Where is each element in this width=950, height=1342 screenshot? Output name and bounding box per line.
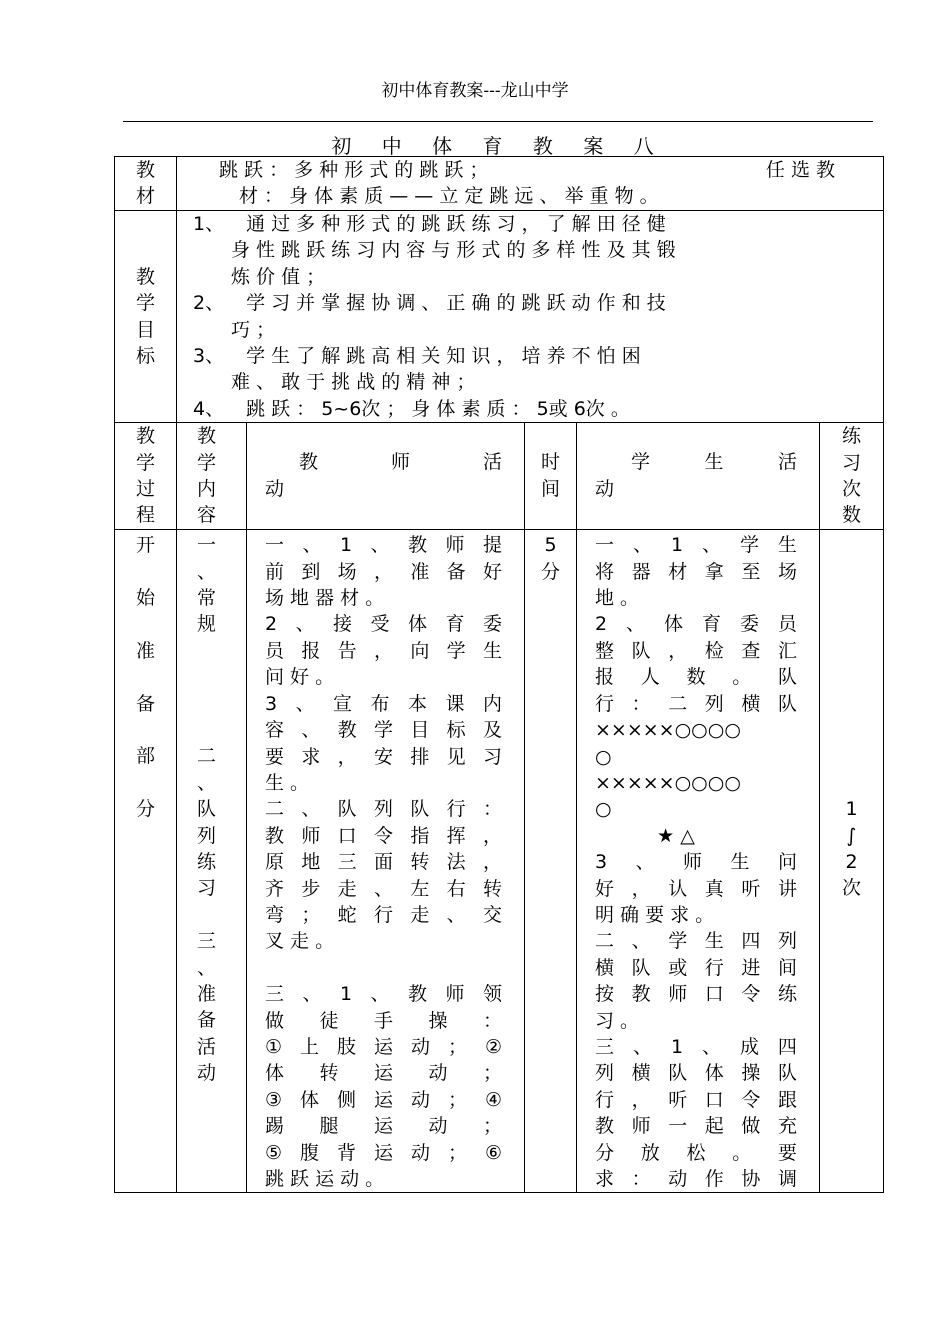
student-line: 一 、 1 、 学 生 [595,534,797,557]
teacher-line: 教 师 口 令 指 挥 ， [265,824,502,847]
label-line: 次 [842,478,862,501]
label-line: 容 [197,504,217,527]
count-line: 2 [845,851,858,874]
student-line: ×××××○○○○ [595,771,741,794]
time-header [525,423,577,530]
label-line: 内 [197,478,217,501]
phase-line [115,770,176,796]
phase-line [115,717,176,743]
teacher-line: 前 到 场 ， 准 备 好 [265,560,502,583]
count-line: 次 [842,877,862,900]
content-line: 二 [197,745,217,768]
teacher-line: 做 徒 手 操 ： [265,1009,502,1032]
content-line [197,638,246,664]
teacher-line: 三 、 1 、 教 师 领 [265,983,502,1006]
label-line: 学 [135,292,155,315]
label-line: 教 [135,425,155,448]
teacher-line [265,955,502,981]
phase-line [115,611,176,637]
objective-item [193,343,863,396]
objective-number: 3、 [193,345,225,368]
content-line: 列 [197,824,217,847]
student-line: 分 放 松 。 要 [595,1141,797,1164]
phase-line [115,559,176,585]
count-line: 1 [845,798,858,821]
phase-line: 分 [135,798,155,821]
process-header-row [115,423,884,530]
objective-text: 学 生 了 解 跳 高 相 关 知 识 ， 培 养 不 怕 困 [246,345,641,368]
content-line: 队 [197,798,217,821]
objective-number: 1、 [193,213,225,235]
student-line: 列 横 队 体 操 队 [595,1062,797,1085]
count-cell [820,530,884,1193]
label-line: 教 [135,159,155,181]
label-line: 标 [135,345,155,368]
header-char: 学 [631,451,651,474]
content-line: 、 [197,771,217,794]
label-line: 教 [135,265,155,288]
content-line: 常 [197,587,217,610]
teacher-line: 2 、 接 受 体 育 委 [265,613,502,636]
content-line [197,691,246,717]
student-line: ★ △ [657,824,695,847]
objective-text: 身 性 跳 跃 练 习 内 容 与 形 式 的 多 样 性 及 其 锻 [231,239,676,262]
page-header: 初中体育教案---龙山中学 [381,81,569,101]
student-line: 地 。 [595,587,640,610]
teacher-line: 弯 ； 蛇 行 走 、 交 [265,903,502,926]
teacher-line: 跳 跃 运 动 。 [265,1167,385,1190]
label-line: 目 [135,318,155,341]
teacher-line: 二 、 队 列 队 行 ： [265,798,502,821]
header-char: 师 [390,451,410,474]
label-line: 学 [197,451,217,474]
objective-text: 巧 ； [231,318,276,341]
header-char: 动 [595,477,615,500]
objective-number: 4、 [193,397,225,420]
student-line: 好 ， 认 真 听 讲 [595,877,797,900]
objectives-content [177,211,884,423]
student-line: 将 器 材 拿 至 场 [595,560,797,583]
objective-text: 炼 价 值 ； [231,265,326,288]
teacher-line: ① 上 肢 运 动 ； ② [265,1035,502,1058]
student-line: 横 队 或 行 进 间 [595,956,797,979]
process-label [115,423,177,530]
content-line: 习 [197,877,217,900]
time-unit: 分 [540,560,560,583]
teacher-line: ⑤ 腹 背 运 动 ； ⑥ [265,1141,502,1164]
header-char: 活 [482,451,502,474]
teacher-activity-cell [247,530,525,1193]
objectives-row [115,211,884,423]
student-line: 整 队 ， 检 查 汇 [595,639,797,662]
phase-cell [115,530,177,1193]
header-char: 生 [704,451,724,474]
teacher-line: 原 地 三 面 转 法 ， [265,851,502,874]
teacher-line: 要 求 ， 安 排 见 习 [265,745,502,768]
textbook-label [115,157,177,211]
content-line: 规 [197,613,217,636]
teacher-line: 叉 走 。 [265,930,335,953]
content-line: 动 [197,1062,217,1085]
student-line: 求 ： 动 作 协 调 [595,1168,797,1190]
objective-item [193,211,863,290]
phase-line: 部 [135,745,155,768]
student-line: 三 、 1 、 成 四 [595,1035,797,1058]
teacher-line: 场 地 器 材 。 [265,587,385,610]
objective-text: 难 、 敢 于 挑 战 的 精 神 ； [231,371,476,394]
content-line: 、 [197,560,217,583]
student-line: ○ [595,745,612,768]
label-line: 数 [842,504,862,527]
textbook-content [177,157,884,211]
student-line: 3 、 师 生 问 [595,851,797,874]
content-line: 三 [197,930,217,953]
content-line: 、 [197,956,217,979]
objective-item [193,290,863,343]
content-line: 练 [197,851,217,874]
label-line: 材 [135,185,155,208]
header-char: 动 [265,477,285,500]
student-line: 行 ： 二 列 横 队 [595,692,797,715]
textbook-line1-left: 跳 跃 ： 多 种 形 式 的 跳 跃 ； [219,159,489,181]
content-line: 备 [197,1009,217,1032]
content-line: 一 [197,534,217,557]
objective-item [193,396,863,422]
teacher-line: 一 、 1 、 教 师 提 [265,534,502,557]
phase-line: 准 [135,639,155,662]
label-line: 教 [197,425,217,448]
objectives-label [115,211,177,423]
teacher-line: 踢 腿 运 动 ； [265,1115,502,1138]
textbook-row [115,157,884,211]
student-line: 2 、 体 育 委 员 [595,613,797,636]
label-line: 练 [842,425,862,448]
textbook-line1-right: 任 选 教 [765,159,836,181]
student-line: ○ [595,798,612,821]
label-line: 间 [540,477,560,500]
teacher-line: 员 报 告 ， 向 学 生 [265,639,502,662]
objective-text: 跳 跃 ： 5~6次 ； 身 体 素 质 ： 5或 6次 。 [246,397,630,420]
time-cell [525,530,577,1193]
content-line: 活 [197,1035,217,1058]
student-activity-header [577,423,820,530]
teacher-activity-header [247,423,525,530]
label-line: 过 [135,478,155,501]
header-char: 活 [777,451,797,474]
student-line: 明 确 要 求 。 [595,903,715,926]
student-line: 教 师 一 起 做 充 [595,1115,797,1138]
phase-line: 始 [135,587,155,610]
teacher-line: 齐 步 走 、 左 右 转 [265,877,502,900]
label-line: 时 [540,451,560,474]
time-value: 5 [544,534,557,557]
phase-line [115,664,176,690]
objective-text: 通 过 多 种 形 式 的 跳 跃 练 习 ， 了 解 田 径 健 [246,213,666,235]
teacher-line: 3 、 宣 布 本 课 内 [265,692,502,715]
label-line: 程 [135,504,155,527]
document-title: 初 中 体 育 教 案 八 [331,134,666,158]
phase-line: 备 [135,692,155,715]
student-line: 二 、 学 生 四 列 [595,930,797,953]
content-line [197,902,246,928]
label-line: 学 [135,451,155,474]
student-line: 报 人 数 。 队 [595,666,797,689]
teacher-line: 体 转 运 动 ； [265,1062,502,1085]
teacher-line: ③ 体 侧 运 动 ； ④ [265,1088,502,1111]
phase-line: 开 [135,534,155,557]
student-activity-cell [577,530,820,1193]
student-line: ×××××○○○○ [595,719,741,742]
header-char: 教 [299,451,319,474]
student-line: 按 教 师 口 令 练 [595,983,797,1006]
objective-text: 学 习 并 掌 握 协 调 、 正 确 的 跳 跃 动 作 和 技 [246,292,666,315]
content-cell [177,530,247,1193]
teacher-line: 生 。 [265,771,310,794]
teacher-line: 问 好 。 [265,666,335,689]
objective-number: 2、 [193,292,225,315]
label-line: 习 [842,451,862,474]
header-rule [123,121,873,122]
content-line [197,717,246,743]
textbook-line2: 材 ： 身 体 素 质 — — 立 定 跳 远 、 举 重 物 。 [239,185,659,208]
count-header [820,423,884,530]
student-line: 行 ， 听 口 令 跟 [595,1088,797,1111]
warmup-row [115,530,884,1193]
student-line: 习 。 [595,1009,640,1032]
count-line: ∫ [846,824,857,847]
content-line [197,664,246,690]
teacher-line: 容 、 教 学 目 标 及 [265,719,502,742]
content-header [177,423,247,530]
content-line: 准 [197,983,217,1006]
lesson-plan-table [114,156,884,1193]
